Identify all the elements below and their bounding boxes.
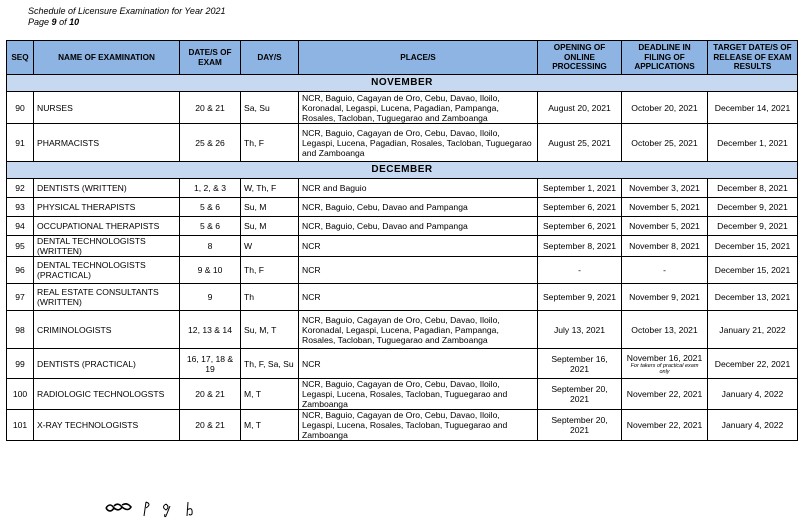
release-date xyxy=(708,198,798,217)
exam-places-text: NCR, Baguio, Cagayan de Oro, Cebu, Davao, Iloilo, Legaspi, Lucena, Pagadian, Rosales, Tacloban, Tuguegarao and Zamboanga xyxy=(302,127,532,158)
release-date xyxy=(708,410,798,441)
deadline-date xyxy=(622,379,708,410)
release-date-text: December 1, 2021 xyxy=(717,137,788,148)
opening-date-text: September 20, 2021 xyxy=(551,384,608,404)
deadline-date-text: October 25, 2021 xyxy=(631,137,698,148)
exam-name-text: PHYSICAL THERAPISTS xyxy=(37,202,136,212)
opening-date xyxy=(538,410,622,441)
exam-name-text: NURSES xyxy=(37,102,73,113)
table-row xyxy=(7,92,798,124)
table-row xyxy=(7,217,798,236)
seq xyxy=(7,349,34,379)
exam-days-text: M, T xyxy=(244,389,262,399)
exam-name-text: DENTAL TECHNOLOGISTS (WRITTEN) xyxy=(37,236,146,256)
exam-dates-text: 25 & 26 xyxy=(195,137,225,148)
page-prefix: Page xyxy=(28,17,50,27)
col-name: NAME OF EXAMINATION xyxy=(34,41,180,75)
opening-date-text: - xyxy=(578,265,581,275)
page-indicator xyxy=(28,17,225,28)
deadline-date xyxy=(622,236,708,257)
exam-name-text: X-RAY TECHNOLOGISTS xyxy=(37,420,139,430)
seq-text: 91 xyxy=(15,137,25,148)
exam-days xyxy=(241,410,299,441)
table-row xyxy=(7,284,798,311)
document-header xyxy=(28,6,225,28)
deadline-date xyxy=(622,124,708,162)
exam-name xyxy=(34,179,180,198)
exam-name xyxy=(34,257,180,284)
exam-days-text: M, T xyxy=(244,420,262,430)
opening-date-text: July 13, 2021 xyxy=(553,324,606,335)
exam-places-text: NCR xyxy=(302,292,321,302)
release-date xyxy=(708,379,798,410)
release-date-text: December 9, 2021 xyxy=(717,202,788,212)
col-seq: SEQ xyxy=(7,41,34,75)
table-row xyxy=(7,198,798,217)
col-dates: DATE/S OF EXAM xyxy=(180,41,241,75)
exam-days xyxy=(241,198,299,217)
exam-dates-text: 5 & 6 xyxy=(199,202,221,212)
release-date-text: January 4, 2022 xyxy=(721,420,784,430)
opening-date-text: August 20, 2021 xyxy=(548,102,611,113)
opening-date xyxy=(538,311,622,349)
seq-text: 95 xyxy=(15,241,25,251)
exam-dates-text: 20 & 21 xyxy=(195,389,225,399)
deadline-date-text: November 22, 2021 xyxy=(626,389,703,399)
release-date xyxy=(708,284,798,311)
exam-dates-text: 8 xyxy=(207,241,213,251)
page-of: of xyxy=(59,17,67,27)
opening-date xyxy=(538,198,622,217)
exam-dates-text: 1, 2, & 3 xyxy=(193,183,226,193)
exam-dates-text: 20 & 21 xyxy=(195,420,225,430)
table-header-row xyxy=(7,41,798,75)
exam-name-text: RADIOLOGIC TECHNOLOGSTS xyxy=(37,389,165,399)
exam-days xyxy=(241,236,299,257)
exam-name xyxy=(34,311,180,349)
exam-dates xyxy=(180,379,241,410)
seq xyxy=(7,217,34,236)
exam-dates xyxy=(180,349,241,379)
exam-days xyxy=(241,257,299,284)
exam-days xyxy=(241,124,299,162)
exam-places xyxy=(299,379,538,410)
release-date-text: December 14, 2021 xyxy=(714,102,791,113)
release-date xyxy=(708,257,798,284)
opening-date xyxy=(538,349,622,379)
exam-places xyxy=(299,236,538,257)
exam-dates xyxy=(180,179,241,198)
seq xyxy=(7,284,34,311)
seq-text: 92 xyxy=(15,183,25,193)
release-date-text: December 13, 2021 xyxy=(714,292,791,302)
exam-dates-text: 9 xyxy=(207,292,213,302)
seq xyxy=(7,198,34,217)
deadline-date-text: - xyxy=(663,265,666,275)
exam-days-text: Th, F xyxy=(244,137,265,148)
seq-text: 96 xyxy=(15,265,25,275)
opening-date xyxy=(538,379,622,410)
table-row xyxy=(7,379,798,410)
opening-date xyxy=(538,92,622,124)
table-row xyxy=(7,349,798,379)
opening-date xyxy=(538,257,622,284)
seq xyxy=(7,311,34,349)
release-date-text: December 9, 2021 xyxy=(717,221,788,231)
release-date-text: January 21, 2022 xyxy=(719,324,786,335)
exam-places xyxy=(299,257,538,284)
exam-dates xyxy=(180,198,241,217)
table-row xyxy=(7,124,798,162)
exam-name-text: CRIMINOLOGISTS xyxy=(37,324,112,335)
exam-places-text: NCR xyxy=(302,265,321,275)
exam-dates-text: 5 & 6 xyxy=(199,221,221,231)
release-date-text: December 15, 2021 xyxy=(714,265,791,275)
seq xyxy=(7,257,34,284)
deadline-date-text: November 3, 2021 xyxy=(629,183,700,193)
exam-places-text: NCR, Baguio, Cebu, Davao and Pampanga xyxy=(302,221,468,231)
table-row xyxy=(7,236,798,257)
exam-places-text: NCR, Baguio, Cagayan de Oro, Cebu, Davao, Iloilo, Legaspi, Lucena, Rosales, Tacloban, Tuguegarao and Zamboanga xyxy=(302,379,508,409)
exam-name-text: PHARMACISTS xyxy=(37,137,100,148)
exam-places xyxy=(299,284,538,311)
exam-dates xyxy=(180,311,241,349)
release-date xyxy=(708,179,798,198)
release-date xyxy=(708,311,798,349)
opening-date xyxy=(538,179,622,198)
seq-text: 101 xyxy=(12,420,28,430)
page-number: 9 xyxy=(51,17,57,27)
exam-name-text: DENTISTS (WRITTEN) xyxy=(37,183,127,193)
deadline-date-text: November 16, 2021 xyxy=(626,352,703,363)
col-opening: OPENING OF ONLINE PROCESSING xyxy=(538,41,622,75)
exam-days xyxy=(241,284,299,311)
page-total: 10 xyxy=(69,17,80,27)
opening-date-text: September 20, 2021 xyxy=(551,415,608,435)
exam-places xyxy=(299,410,538,441)
col-deadline: DEADLINE IN FILING OF APPLICATIONS xyxy=(622,41,708,75)
exam-places xyxy=(299,198,538,217)
exam-dates-text: 16, 17, 18 & 19 xyxy=(186,353,234,374)
opening-date-text: September 8, 2021 xyxy=(542,241,617,251)
exam-days xyxy=(241,92,299,124)
col-days: DAY/S xyxy=(241,41,299,75)
deadline-date-text: November 8, 2021 xyxy=(629,241,700,251)
deadline-date-text: November 5, 2021 xyxy=(629,221,700,231)
deadline-date xyxy=(622,410,708,441)
table-row xyxy=(7,179,798,198)
deadline-date xyxy=(622,217,708,236)
deadline-date-text: November 5, 2021 xyxy=(629,202,700,212)
exam-dates xyxy=(180,236,241,257)
exam-places xyxy=(299,349,538,379)
exam-name xyxy=(34,284,180,311)
exam-places xyxy=(299,217,538,236)
release-date xyxy=(708,217,798,236)
exam-dates-text: 20 & 21 xyxy=(195,102,225,113)
exam-name xyxy=(34,92,180,124)
deadline-date-text: November 22, 2021 xyxy=(626,420,703,430)
exam-places xyxy=(299,92,538,124)
exam-days-text: W, Th, F xyxy=(244,183,277,193)
exam-name xyxy=(34,379,180,410)
seq-text: 94 xyxy=(15,221,25,231)
opening-date xyxy=(538,284,622,311)
exam-name xyxy=(34,349,180,379)
deadline-date xyxy=(622,257,708,284)
table-row xyxy=(7,311,798,349)
opening-date-text: September 6, 2021 xyxy=(542,221,617,231)
deadline-date xyxy=(622,311,708,349)
exam-name-text: OCCUPATIONAL THERAPISTS xyxy=(37,221,160,231)
exam-places-text: NCR, Baguio, Cagayan de Oro, Cebu, Davao, Iloilo, Koronadal, Legaspi, Lucena, Pagadian, Pampanga, Rosales, Tacloban, Tuguegarao and Zamboanga xyxy=(302,92,500,123)
deadline-date-text: November 9, 2021 xyxy=(629,292,700,302)
opening-date xyxy=(538,124,622,162)
deadline-date xyxy=(622,284,708,311)
exam-places-text: NCR, Baguio, Cagayan de Oro, Cebu, Davao, Iloilo, Legaspi, Lucena, Rosales, Tacloban, Tuguegarao and Zamboanga xyxy=(302,410,508,440)
release-date-text: December 15, 2021 xyxy=(714,241,791,251)
release-date-text: December 8, 2021 xyxy=(717,183,788,193)
opening-date-text: September 1, 2021 xyxy=(542,183,617,193)
exam-name xyxy=(34,236,180,257)
seq-text: 97 xyxy=(15,292,25,302)
seq xyxy=(7,379,34,410)
opening-date-text: September 6, 2021 xyxy=(542,202,617,212)
document-title: Schedule of Licensure Examination for Year 2021 xyxy=(28,6,226,16)
deadline-date xyxy=(622,92,708,124)
exam-name-text: DENTAL TECHNOLOGISTS (PRACTICAL) xyxy=(37,260,146,280)
exam-places xyxy=(299,124,538,162)
seq-text: 90 xyxy=(15,102,25,113)
seq-text: 98 xyxy=(15,324,25,335)
exam-places xyxy=(299,311,538,349)
release-date-text: January 4, 2022 xyxy=(721,389,784,399)
month-label: NOVEMBER xyxy=(7,75,798,92)
exam-days-text: Su, M xyxy=(244,221,267,231)
seq-text: 99 xyxy=(15,358,25,369)
release-date xyxy=(708,349,798,379)
exam-days xyxy=(241,379,299,410)
exam-days-text: Th, F xyxy=(244,265,265,275)
exam-places-text: NCR, Baguio, Cebu, Davao and Pampanga xyxy=(302,202,468,212)
month-label: DECEMBER xyxy=(7,162,798,179)
seq xyxy=(7,236,34,257)
exam-places-text: NCR xyxy=(302,241,321,251)
exam-dates xyxy=(180,217,241,236)
opening-date-text: August 25, 2021 xyxy=(548,137,611,148)
exam-name-text: REAL ESTATE CONSULTANTS (WRITTEN) xyxy=(37,287,159,307)
deadline-date-text: October 13, 2021 xyxy=(631,324,698,335)
col-places: PLACE/S xyxy=(299,41,538,75)
table-row xyxy=(7,410,798,441)
exam-name xyxy=(34,124,180,162)
exam-days xyxy=(241,349,299,379)
month-header-row xyxy=(7,162,798,179)
exam-name xyxy=(34,217,180,236)
exam-places xyxy=(299,179,538,198)
exam-dates-text: 9 & 10 xyxy=(197,265,223,275)
seq xyxy=(7,410,34,441)
seq xyxy=(7,179,34,198)
deadline-date xyxy=(622,198,708,217)
exam-days-text: Su, M, T xyxy=(244,324,277,335)
exam-days xyxy=(241,179,299,198)
exam-dates xyxy=(180,92,241,124)
exam-dates xyxy=(180,257,241,284)
exam-days xyxy=(241,217,299,236)
release-date xyxy=(708,92,798,124)
exam-days-text: Su, M xyxy=(244,202,267,212)
opening-date-text: September 16, 2021 xyxy=(551,353,608,374)
exam-schedule-table xyxy=(6,40,798,441)
opening-date xyxy=(538,236,622,257)
seq xyxy=(7,124,34,162)
exam-dates xyxy=(180,410,241,441)
exam-days-text: Th, F, Sa, Su xyxy=(244,358,294,369)
exam-days-text: Th xyxy=(244,292,255,302)
handwritten-initials xyxy=(104,498,224,518)
seq xyxy=(7,92,34,124)
exam-dates-text: 12, 13 & 14 xyxy=(188,324,232,335)
exam-name-text: DENTISTS (PRACTICAL) xyxy=(37,358,136,369)
deadline-date-text: October 20, 2021 xyxy=(631,102,698,113)
exam-days xyxy=(241,311,299,349)
opening-date xyxy=(538,217,622,236)
exam-places-text: NCR xyxy=(302,358,321,369)
deadline-date xyxy=(622,179,708,198)
deadline-date xyxy=(622,349,708,379)
seq-text: 93 xyxy=(15,202,25,212)
exam-name xyxy=(34,198,180,217)
exam-places-text: NCR and Baguio xyxy=(302,183,367,193)
month-header-row xyxy=(7,75,798,92)
exam-days-text: W xyxy=(244,241,253,251)
exam-dates xyxy=(180,124,241,162)
deadline-note: For takers of practical exam only xyxy=(630,362,699,375)
exam-dates xyxy=(180,284,241,311)
table-row xyxy=(7,257,798,284)
exam-days-text: Sa, Su xyxy=(244,102,270,113)
release-date xyxy=(708,124,798,162)
seq-text: 100 xyxy=(12,389,28,399)
col-release: TARGET DATE/S OF RELEASE OF EXAM RESULTS xyxy=(708,41,798,75)
release-date xyxy=(708,236,798,257)
exam-places-text: NCR, Baguio, Cagayan de Oro, Cebu, Davao, Iloilo, Koronadal, Legaspi, Lucena, Pagadian, Pampanga, Rosales, Tacloban, Tuguegarao and Zamboanga xyxy=(302,314,500,345)
exam-name xyxy=(34,410,180,441)
release-date-text: December 22, 2021 xyxy=(714,358,791,369)
opening-date-text: September 9, 2021 xyxy=(542,292,617,302)
